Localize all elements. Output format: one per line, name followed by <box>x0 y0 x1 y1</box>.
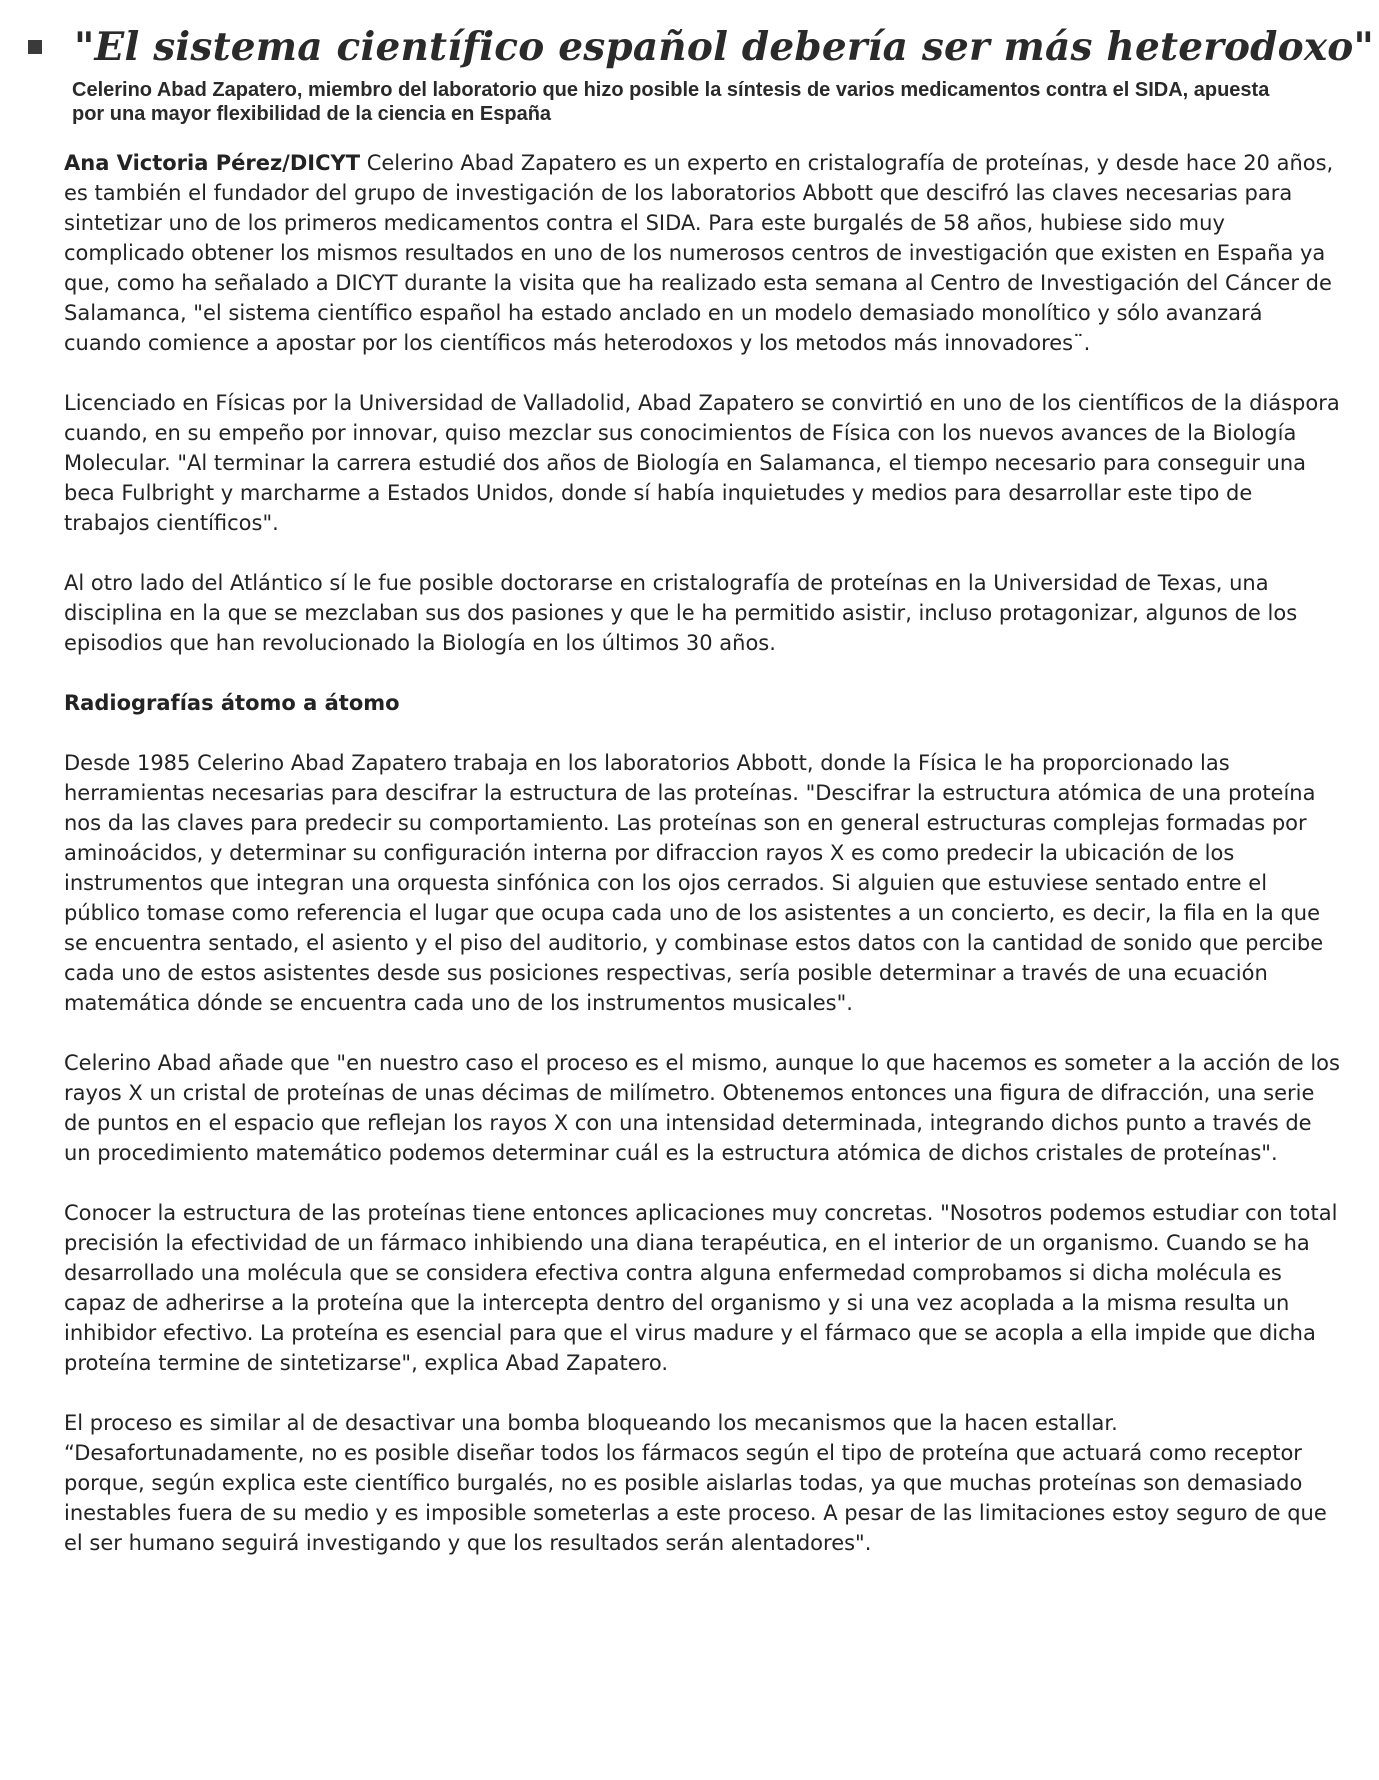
paragraph-1 <box>64 148 1344 358</box>
article-subheadline: Celerino Abad Zapatero, miembro del laboratorio que hizo posible la síntesis de varios medicamentos contra el SIDA, apuesta por una mayor flexibilidad de la ciencia en España <box>72 79 1270 125</box>
section-title: Radiografías átomo a átomo <box>64 691 400 715</box>
headline-row <box>28 18 1375 78</box>
paragraph-2: Licenciado en Físicas por la Universidad de Valladolid, Abad Zapatero se convirtió en uno de los científicos de la diáspora cuando, en su empeño por innovar, quiso mezclar sus conocimientos de Física con los nuevos avances de la Biología Molecular. "Al terminar la carrera estudié dos años de Biología en Salamanca, el tiempo necesario para conseguir una beca Fulbright y marcharme a Estados Unidos, donde sí había inquietudes y medios para desarrollar este tipo de trabajos científicos". <box>64 391 1340 535</box>
section-paragraph-3: Conocer la estructura de las proteínas tiene entonces aplicaciones muy concretas. "Nosotros podemos estudiar con total precisión la efectividad de un fármaco inhibiendo una diana terapéutica, en el interior de un organismo. Cuando se ha desarrollado una molécula que se considera efectiva contra alguna enfermedad comprobamos si dicha molécula es capaz de adherirse a la proteína que la intercepta dentro del organismo y si una vez acoplada a la misma resulta un inhibidor efectivo. La proteína es esencial para que el virus madure y el fármaco que se acopla a ella impide que dicha proteína termine de sintetizarse", explica Abad Zapatero. <box>64 1201 1338 1375</box>
section-paragraph-1: Desde 1985 Celerino Abad Zapatero trabaja en los laboratorios Abbott, donde la Física le ha proporcionado las herramientas necesarias para descifrar la estructura de las proteínas. "Descifrar la estructura atómica de una proteína nos da las claves para predecir su comportamiento. Las proteínas son en general estructuras complejas formadas por aminoácidos, y determinar su configuración interna por difraccion rayos X es como predecir la ubicación de los instrumentos que integran una orquesta sinfónica con los ojos cerrados. Si alguien que estuviese sentado entre el público tomase como referencia el lugar que ocupa cada uno de los asistentes a un concierto, es decir, la fila en la que se encuentra sentado, el asiento y el piso del auditorio, y combinase estos datos con la cantidad de sonido que percibe cada uno de estos asistentes desde sus posiciones respectivas, sería posible determinar a través de una ecuación matemática dónde se encuentra cada uno de los instrumentos musicales". <box>64 751 1324 1015</box>
article-headline: "El sistema científico español debería ser más heterodoxo" <box>74 24 1375 70</box>
section-paragraph-2: Celerino Abad añade que "en nuestro caso el proceso es el mismo, aunque lo que hacemos es someter a la acción de los rayos X un cristal de proteínas de unas décimas de milímetro. Obtenemos entonces una figura de difracción, una serie de puntos en el espacio que reflejan los rayos X con una intensidad determinada, integrando dichos punto a través de un procedimiento matemático podemos determinar cuál es la estructura atómica de dichos cristales de proteínas". <box>64 1051 1340 1165</box>
section-paragraph-4: El proceso es similar al de desactivar una bomba bloqueando los mecanismos que la hacen estallar. “Desafortunadamente, no es posible diseñar todos los fármacos según el tipo de proteína que actuará como receptor porque, según explica este científico burgalés, no es posible aislarlas todas, ya que muchas proteínas son demasiado inestables fuera de su medio y es imposible someterlas a este proceso. A pesar de las limitaciones estoy seguro de que el ser humano seguirá investigando y que los resultados serán alentadores". <box>64 1411 1327 1555</box>
article-body <box>64 148 1344 1588</box>
byline: Ana Victoria Pérez/DICYT <box>64 151 361 175</box>
paragraph-1-text: Celerino Abad Zapatero es un experto en cristalografía de proteínas, y desde hace 20 años, es también el fundador del grupo de investigación de los laboratorios Abbott que descifró las claves necesarias para sintetizar uno de los primeros medicamentos contra el SIDA. Para este burgalés de 58 años, hubiese sido muy complicado obtener los mismos resultados en uno de los numerosos centros de investigación que existen en España ya que, como ha señalado a DICYT durante la visita que ha realizado esta semana al Centro de Investigación del Cáncer de Salamanca, "el sistema científico español ha estado anclado en un modelo demasiado monolítico y sólo avanzará cuando comience a apostar por los científicos más heterodoxos y los metodos más innovadores¨. <box>64 151 1334 355</box>
square-bullet-icon <box>28 40 42 54</box>
paragraph-3: Al otro lado del Atlántico sí le fue posible doctorarse en cristalografía de proteínas en la Universidad de Texas, una disciplina en la que se mezclaban sus dos pasiones y que le ha permitido asistir, incluso protagonizar, algunos de los episodios que han revolucionado la Biología en los últimos 30 años. <box>64 571 1298 655</box>
